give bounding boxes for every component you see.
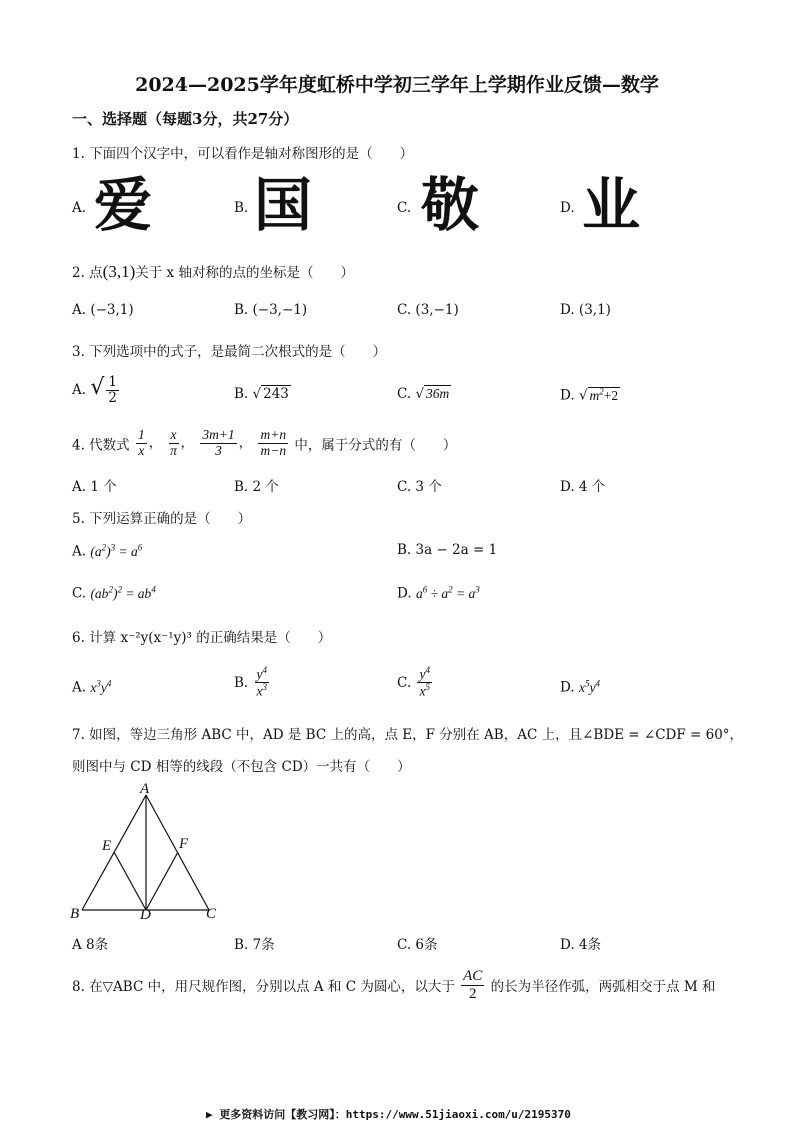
sqrt-icon: √ [578,387,588,404]
q2-option-c: C. (3,−1) [397,302,459,318]
q6-option-c: C. $\frac{y^4}{x^5}$ [397,665,430,699]
q4-option-b: B. 2 个 [234,479,279,495]
q3-label-a: A. [72,382,87,398]
q4-frac-3: $\frac{3m+1}{3}$ [202,427,235,458]
q2-point: (3,1) [102,262,136,281]
q4-option-a: A. 1 个 [72,479,117,495]
q7-option-b: B. 7条 [234,937,275,953]
label-b: B [70,906,80,922]
q8-stem [72,968,716,1002]
q3-label-b: B. [234,386,249,402]
label-c: C [206,906,217,922]
q4-stem-post: 中，属于分式的有（ ） [294,437,457,454]
q1-char-b: 国 [254,171,313,239]
q3-label-c: C. [397,386,412,402]
sqrt-icon: √ [90,375,105,400]
q5-option-a: A. $(a^2)^3 = a^6$ [72,542,143,560]
q4-frac-4: $\frac{m+n}{m-n}$ [260,427,287,458]
edge-fd [146,852,178,910]
page-title: 2024—2025学年度虹桥中学初三学年上学期作业反馈—数学 [135,74,659,96]
q1-label-d: D. [560,200,575,216]
q2-option-a: A. (−3,1) [72,302,134,318]
q2-option-d: D. (3,1) [560,302,611,318]
q7-option-a: A 8条 [72,937,109,953]
q4-stem-pre: 4. 代数式 [72,437,130,454]
q6-option-a: A. $x^3y^4$ [72,678,112,696]
q1-stem: 1. 下面四个汉字中，可以看作是轴对称图形的是（ ） [72,146,414,162]
label-a: A [140,781,150,797]
q7-line1: 7. 如图，等边三角形 ABC 中，AD 是 BC 上的高，点 E，F 分别在 AB，AC 上，且∠BDE = ∠CDF = 60°， [72,727,744,743]
q3-a-fraction: $\frac{1}{2}$ [108,374,117,406]
q1-char-c: 敬 [421,171,480,239]
label-d: D [140,907,151,923]
q6-option-b: B. $\frac{y^4}{x^3}$ [234,665,268,699]
q7-line2: 则图中与 CD 相等的线段（不包含 CD）一共有（ ） [72,759,411,775]
q6-stem: 6. 计算 x⁻²y(x⁻¹y)³ 的正确结果是（ ） [72,630,332,646]
section-heading: 一、选择题（每题3分，共27分） [72,110,299,128]
q1-char-d: 业 [582,171,641,239]
q2-stem-pre: 2. 点 [72,265,103,281]
sqrt-icon: √ [252,386,262,402]
q7-option-c: C. 6条 [397,937,438,953]
q5-option-c: C. $(ab^2)^2 = ab^4$ [72,584,156,602]
q1-label-a: A. [72,200,87,216]
q3-option-b: B. √ 243 [234,386,289,402]
q3-label-d: D. [560,387,575,404]
q5-option-b: B. 3a − 2a = 1 [397,542,498,558]
q8-fraction: $\frac{AC}{2}$ [463,968,483,1002]
q2-stem [72,261,354,282]
q4-option-c: C. 3 个 [397,479,442,495]
q5-stem: 5. 下列运算正确的是（ ） [72,511,252,527]
q8-pre: 8. 在▽ABC 中，用尺规作图，分别以点 A 和 C 为圆心，以大于 [72,979,455,995]
q3-option-a [72,375,121,406]
q1-char-a: 爱 [94,171,153,239]
q4-option-d: D. 4 个 [560,479,606,495]
q5-option-d: D. $a^6 \div a^2 = a^3$ [397,584,480,602]
q1-label-b: B. [234,200,249,216]
label-e: E [102,838,112,854]
label-f: F [179,836,189,852]
q3-stem: 3. 下列选项中的式子，是最简二次根式的是（ ） [72,344,387,360]
q4-stem: 4. 代数式 $\frac{1}{x}$ ， $\frac{x}{\pi}$ ， $\frac{3m+1}{3}$ ， $\frac{m+n}{m-n}$ 中，属于分式的有（ ） [72,427,457,458]
q2-stem-post: 关于 x 轴对称的点的坐标是（ ） [135,265,354,281]
q4-frac-2: $\frac{x}{\pi}$ [170,427,177,458]
q3-option-d: D. √ $m^2+2$ [560,386,619,404]
footer-link[interactable]: ▶ 更多资料访问【教习网】：https://www.51jiaoxi.com/u/2195370 [206,1108,571,1121]
q7-option-d: D. 4条 [560,937,602,953]
sqrt-icon: √ [415,386,425,402]
q4-frac-1: $\frac{1}{x}$ [137,427,145,458]
q2-option-b: B. (−3,−1) [234,302,308,318]
q1-label-c: C. [397,200,412,216]
q6-option-d: D. $x^5y^4$ [560,678,600,696]
q3-option-c: C. √ 36m [397,386,450,402]
triangle-figure [66,778,236,924]
edge-ed [114,852,146,910]
q8-post: 的长为半径作弧，两弧相交于点 M 和 [490,979,716,995]
